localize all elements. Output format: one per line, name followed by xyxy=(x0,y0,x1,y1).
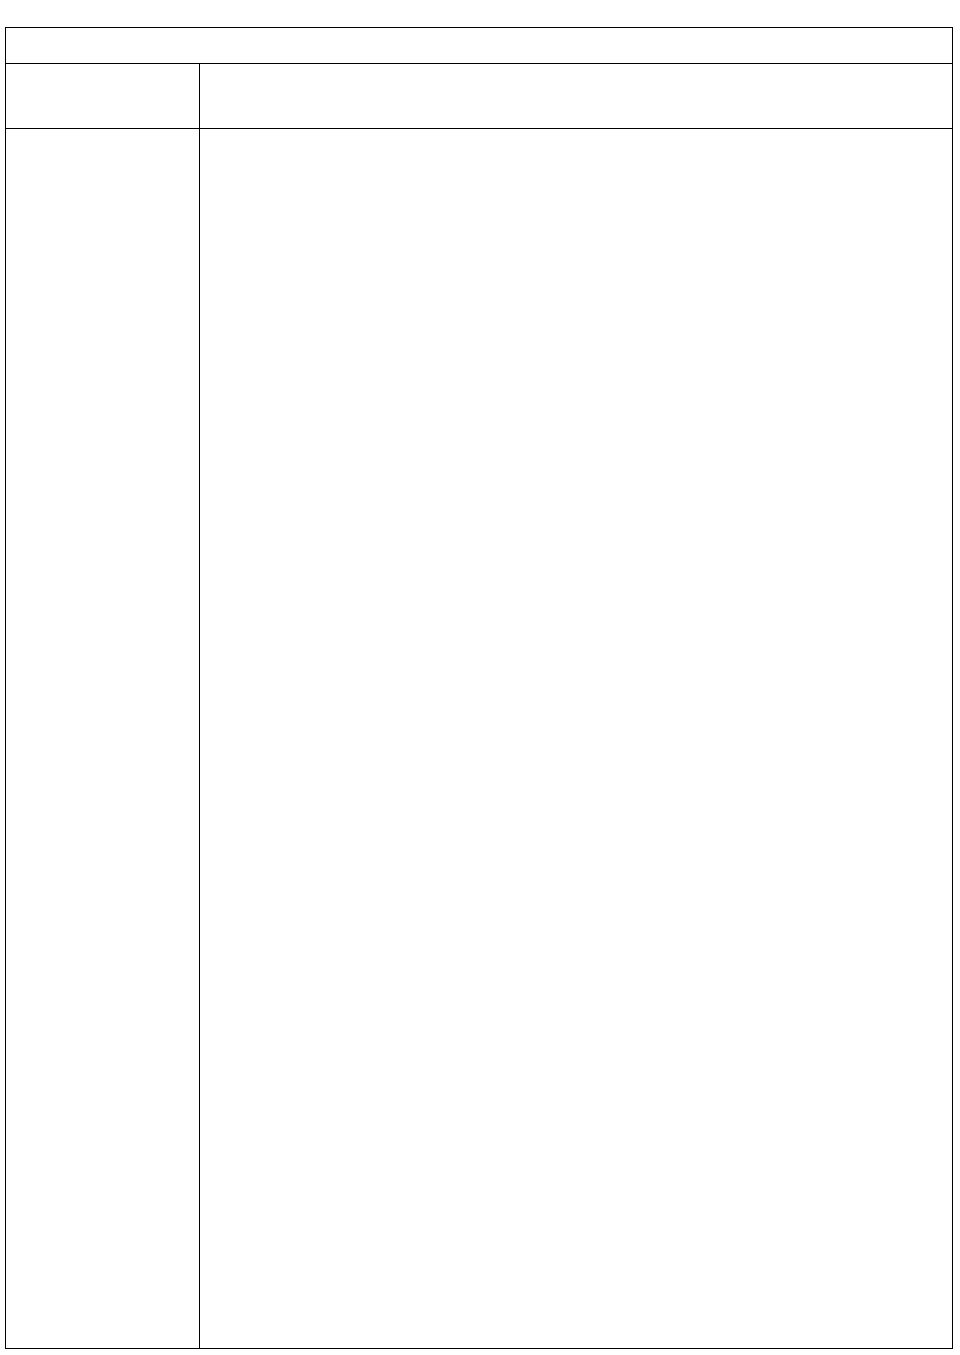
table-title xyxy=(6,28,952,64)
table-header xyxy=(6,64,952,129)
table-body xyxy=(6,129,952,1349)
header-position-code xyxy=(6,64,200,128)
requirements-table xyxy=(5,27,953,1349)
position-code-cell xyxy=(6,129,200,1349)
header-qualifications xyxy=(200,64,952,128)
